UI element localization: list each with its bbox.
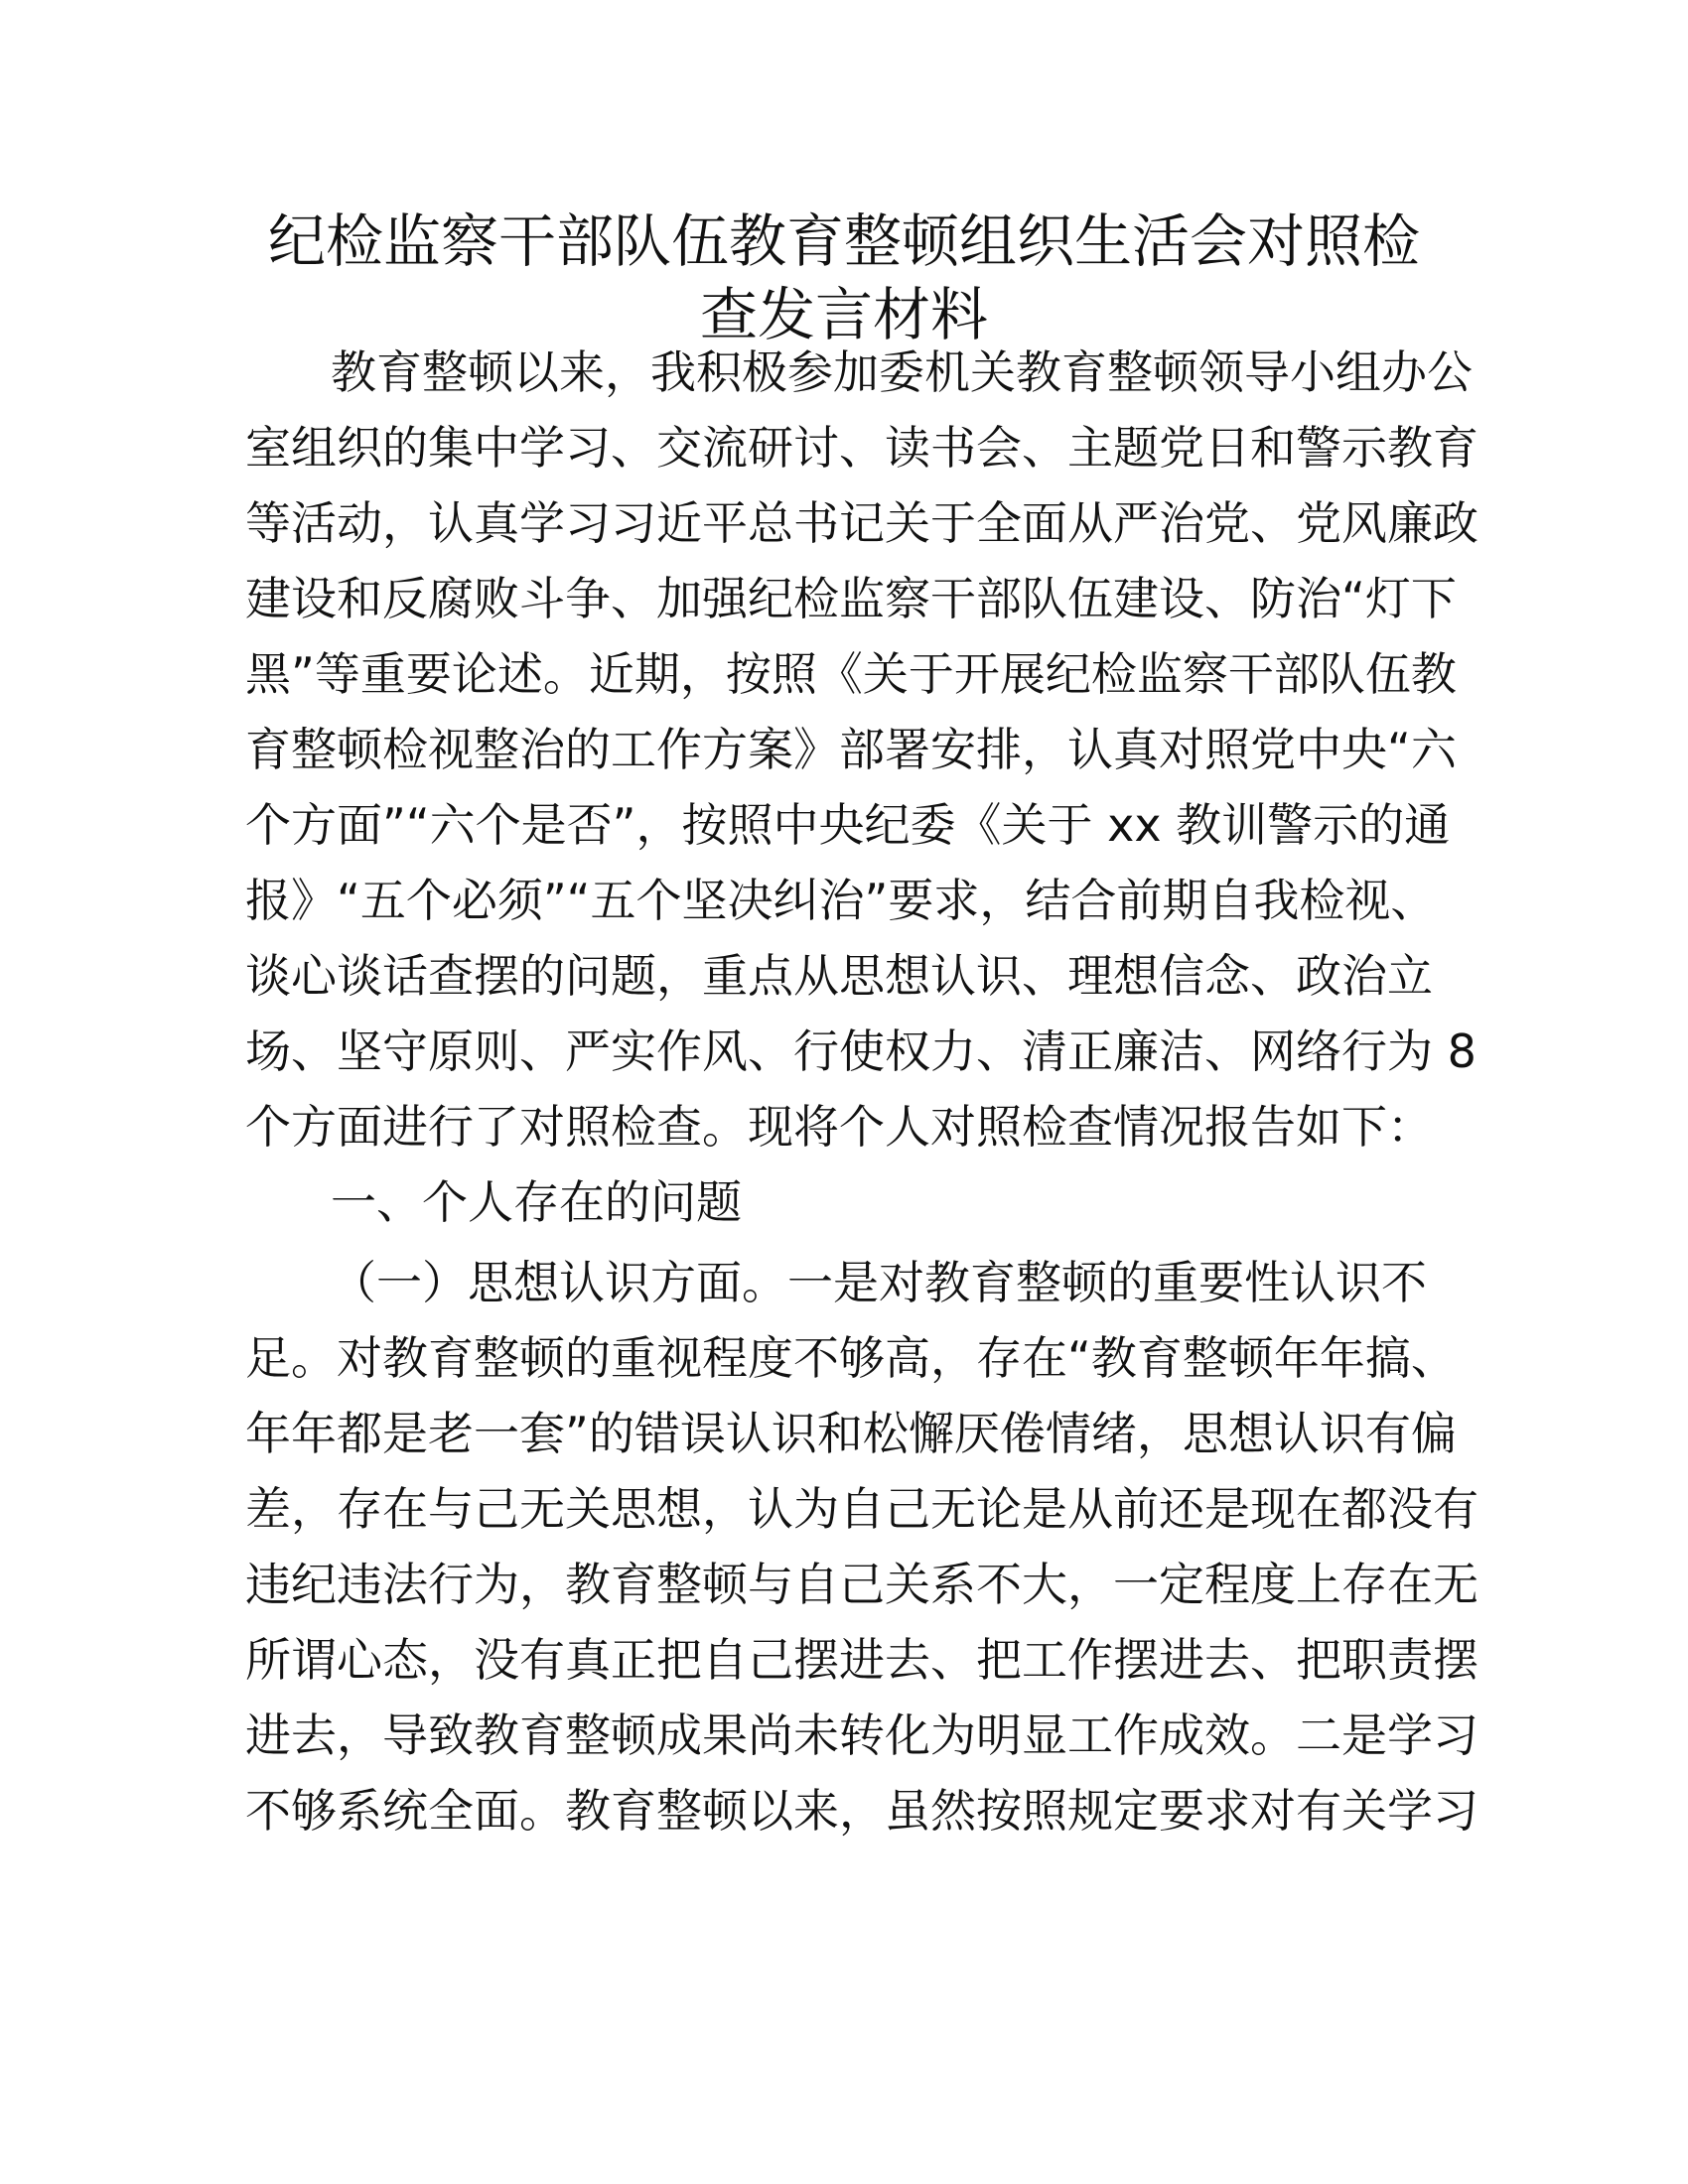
text-line: 差，存在与己无关思想，认为自己无论是从前还是现在都没有 [245,1482,1478,1536]
text-line: 室组织的集中学习、交流研讨、读书会、主题党日和警示教育 [245,421,1478,475]
text-line: 年年都是老一套”的错误认识和松懈厌倦情绪，思想认识有偏 [245,1407,1457,1460]
title-line: 查发言材料 [699,281,988,348]
text-line: （一）思想认识方面。一是对教育整顿的重要性认识不 [331,1256,1427,1309]
paragraph-thinking [245,1245,1478,1848]
document-body [245,335,1478,1848]
text-line: 场、坚守原则、严实作风、行使权力、清正廉洁、网络行为 8 [245,1024,1477,1078]
document-title [199,205,1489,351]
paragraph-intro [245,335,1478,1164]
text-line: 进去，导致教育整顿成果尚未转化为明显工作成效。二是学习 [245,1708,1478,1762]
text-line: 教育整顿以来，我积极参加委机关教育整顿领导小组办公 [331,345,1473,399]
text-line: 所谓心态，没有真正把自己摆进去、把工作摆进去、把职责摆 [245,1633,1478,1687]
text-line: 谈心谈话查摆的问题，重点从思想认识、理想信念、政治立 [245,949,1433,1003]
text-line: 黑”等重要论述。近期，按照《关于开展纪检监察干部队伍教 [245,647,1457,701]
text-line: 不够系统全面。教育整顿以来，虽然按照规定要求对有关学习 [245,1784,1478,1838]
text-line: 个方面”“六个是否”，按照中央纪委《关于 xx 教训警示的通 [245,798,1451,852]
text-line: 报》“五个必须”“五个坚决纠治”要求，结合前期自我检视、 [245,874,1437,927]
text-line: 个方面进行了对照检查。现将个人对照检查情况报告如下： [245,1100,1433,1154]
text-line: 建设和反腐败斗争、加强纪检监察干部队伍建设、防治“灯下 [245,572,1457,625]
text-line: 足。对教育整顿的重视程度不够高，存在“教育整顿年年搞、 [245,1331,1457,1385]
section-heading: 一、个人存在的问题 [331,1175,742,1229]
text-line: 育整顿检视整治的工作方案》部署安排，认真对照党中央“六 [245,723,1457,776]
title-line: 纪检监察干部队伍教育整顿组织生活会对照检 [267,207,1420,275]
text-line: 等活动，认真学习习近平总书记关于全面从严治党、党风廉政 [245,496,1478,550]
text-line: 违纪违法行为，教育整顿与自己关系不大，一定程度上存在无 [245,1558,1478,1611]
